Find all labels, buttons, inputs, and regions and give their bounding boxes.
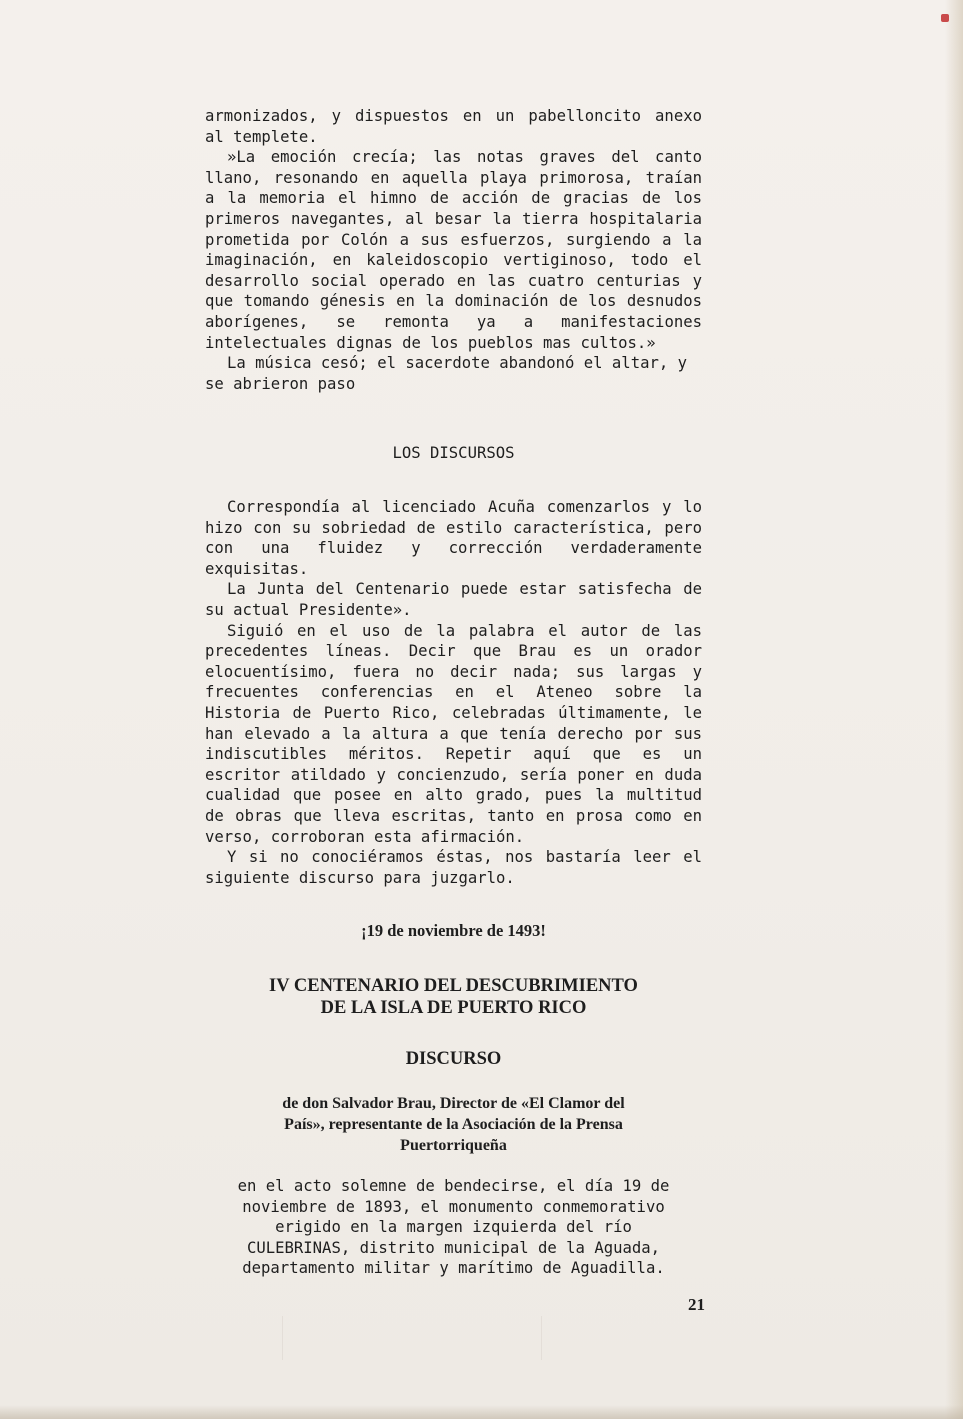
occasion-line: CULEBRINAS, distrito municipal de la Aguada,	[246, 1238, 661, 1257]
page-edge-shadow-right	[945, 0, 963, 1419]
page-number: 21	[688, 1295, 705, 1314]
corner-ink-mark	[941, 14, 949, 22]
show-through-ghost	[282, 1316, 542, 1360]
speaker-line: de don Salvador Brau, Director de «El Clamor del	[282, 1095, 625, 1112]
speaker-line: País», representante de la Asociación de la Prensa	[284, 1116, 623, 1133]
page-edge-shadow-bottom	[0, 1405, 963, 1419]
centenary-title-line: IV CENTENARIO DEL DESCUBRIMIENTO	[269, 976, 638, 996]
speaker-line: Puertorriqueña	[400, 1137, 507, 1154]
paragraph: armonizados, y dispuestos en un pabelloncito anexo al templete.	[205, 107, 702, 146]
paragraph: Siguió en el uso de la palabra el autor de las precedentes líneas. Decir que Brau es un orador elocuentísimo, fuera no decir nada; sus largas y frecuentes conferencias en el Ateneo sobre la Historia de Puerto Rico, celebradas últimamente, le han elevado a la altura a que tenía derecho por sus indiscutibles méritos. Repetir aquí que es un escritor atildado y concienzudo, sería poner en duda cualidad que posee en alto grado, pues la multitud de obras que lleva escritas, tanto en prosa como en verso, corroboran esta afirmación.	[205, 621, 702, 846]
discurso-heading: DISCURSO	[405, 1049, 502, 1069]
paragraph: »La emoción crecía; las notas graves del canto llano, resonando en aquella playa primorosa, traían a la memoria el himno de acción de gracias de los primeros navegantes, al besar la tierra hospitalaria prometida por Colón a sus esfuerzos, surgiendo a la imaginación, en kaleidoscopio vertiginoso, todo el desarrollo social operado en las cuatro centurias y que tomando génesis en la dominación de los desnudos aborígenes, se remonta ya a manifestaciones intelectuales dignas de los pueblos mas cultos.»	[205, 148, 702, 352]
occasion-line: noviembre de 1893, el monumento conmemorativo	[242, 1197, 665, 1216]
speaker-block	[205, 1093, 702, 1156]
body-text-top	[205, 106, 702, 394]
date-line: ¡19 de noviembre de 1493!	[361, 921, 546, 940]
section-heading: LOS DISCURSOS	[392, 444, 515, 462]
body-text-middle	[205, 497, 702, 888]
occasion-line: en el acto solemne de bendecirse, el día 19 de	[237, 1177, 670, 1195]
paragraph: La Junta del Centenario puede estar satisfecha de su actual Presidente».	[205, 580, 702, 619]
paragraph: La música cesó; el sacerdote abandonó el altar, y se abrieron paso	[205, 354, 688, 393]
paragraph: Y si no conociéramos éstas, nos bastaría leer el siguiente discurso para juzgarlo.	[205, 848, 702, 887]
centenary-title	[205, 975, 702, 1019]
occasion-block	[205, 1176, 702, 1279]
centenary-title-line: DE LA ISLA DE PUERTO RICO	[320, 998, 587, 1018]
occasion-line: erigido en la margen izquierda del río	[275, 1218, 632, 1237]
occasion-line: departamento militar y marítimo de Aguadilla.	[242, 1259, 665, 1278]
paragraph: Correspondía al licenciado Acuña comenzarlos y lo hizo con su sobriedad de estilo característica, pero con una fluidez y corrección verdaderamente exquisitas.	[205, 498, 702, 578]
